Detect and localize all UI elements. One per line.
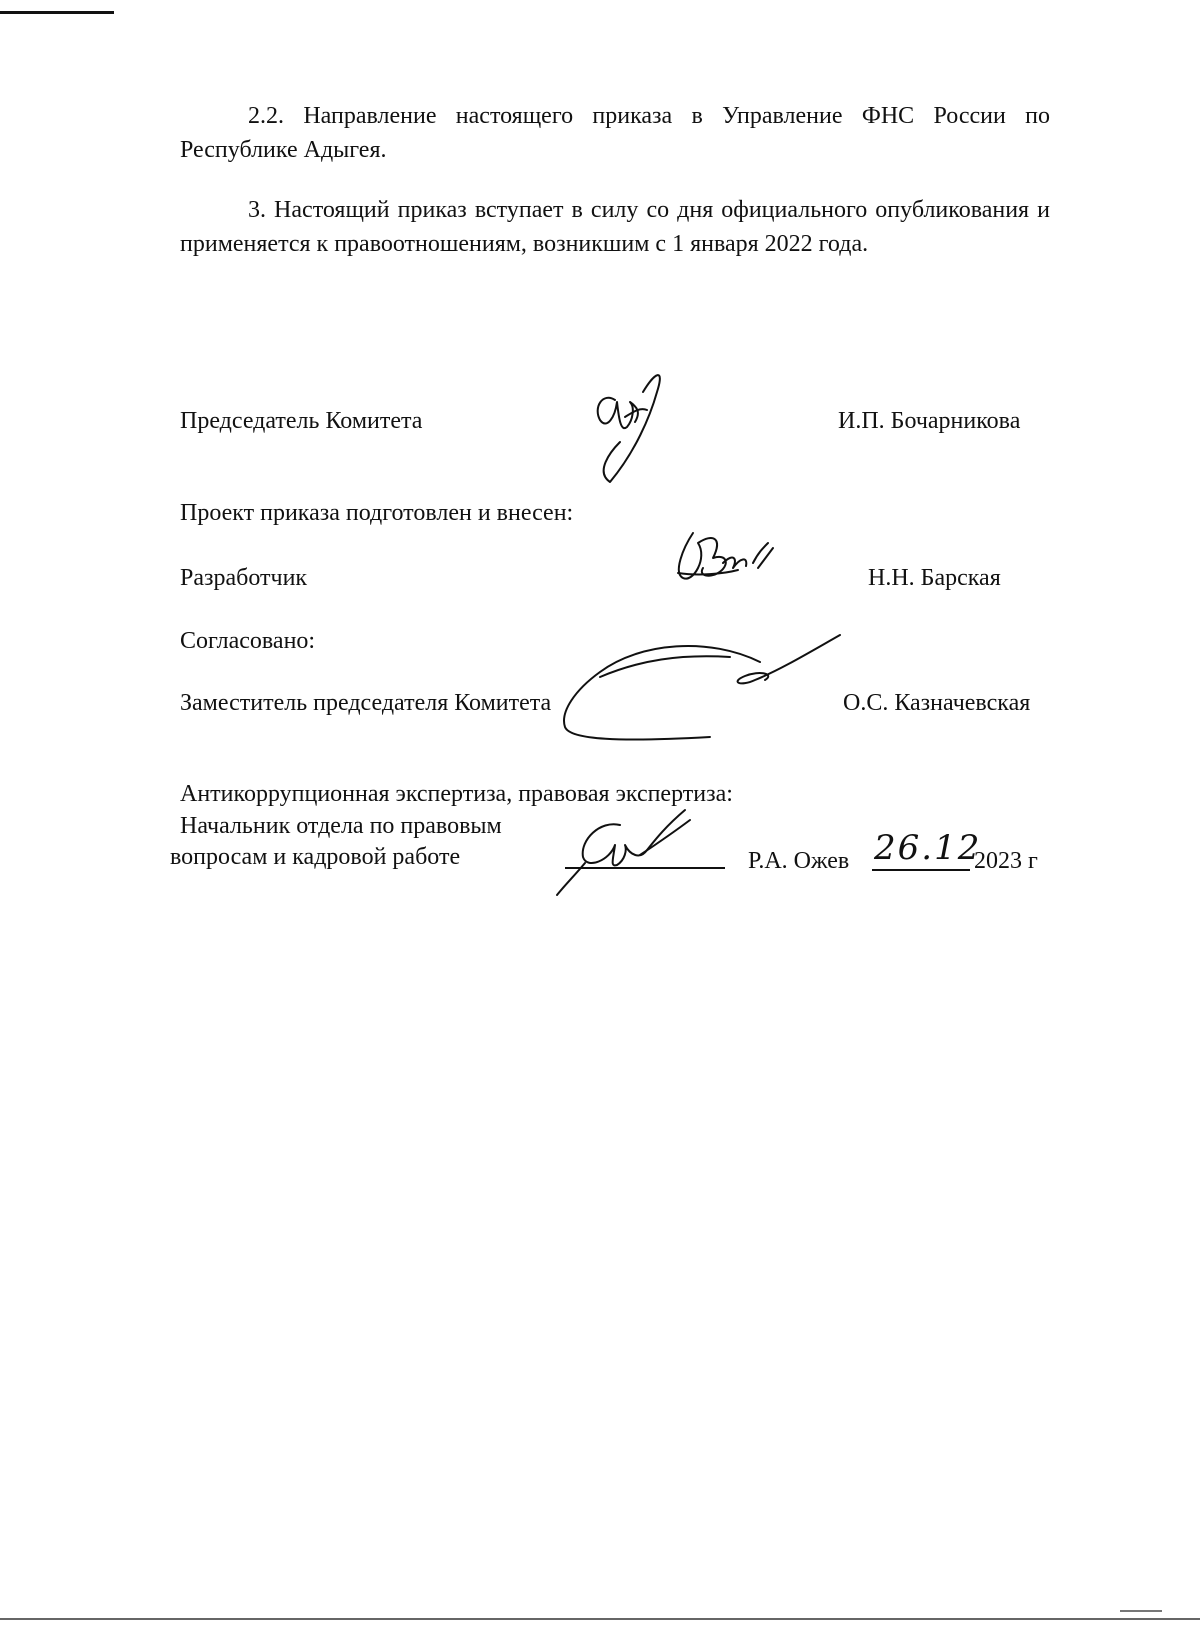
handwritten-date: 26.12	[874, 828, 982, 868]
legal-position-line2: вопросам и кадровой работе	[170, 844, 461, 870]
deputy-signature-icon	[560, 632, 850, 752]
bottom-rule	[0, 1618, 1200, 1620]
top-rule	[0, 11, 114, 14]
clause-2-2: 2.2. Направление настоящего приказа в Управление ФНС России по Республике Адыгея.	[180, 103, 1050, 164]
legal-date-year: 2023 г	[974, 848, 1038, 874]
bottom-mark	[1120, 1610, 1162, 1612]
deputy-position: Заместитель председателя Комитета	[180, 690, 552, 716]
legal-signature-icon	[555, 805, 725, 897]
chairman-position: Председатель Комитета	[180, 408, 423, 434]
prepared-heading: Проект приказа подготовлен и внесен:	[180, 500, 574, 526]
clause-3: 3. Настоящий приказ вступает в силу со дня официального опубликования и применяется к правоотношениям, возникшим с 1 января 2022 года.	[180, 197, 1050, 258]
developer-name: Н.Н. Барская	[868, 565, 1001, 591]
deputy-name: О.С. Казначевская	[843, 690, 1031, 716]
developer-signature-icon	[668, 518, 788, 593]
legal-name: Р.А. Ожев	[748, 848, 850, 874]
legal-position-line1: Начальник отдела по правовым	[180, 813, 502, 839]
chairman-name: И.П. Бочарникова	[838, 408, 1021, 434]
agreed-heading: Согласовано:	[180, 628, 316, 654]
expertise-heading: Антикоррупционная экспертиза, правовая экспертиза:	[180, 781, 733, 807]
chairman-signature-icon	[585, 372, 680, 487]
date-underline	[872, 869, 970, 871]
developer-position: Разработчик	[180, 565, 308, 591]
